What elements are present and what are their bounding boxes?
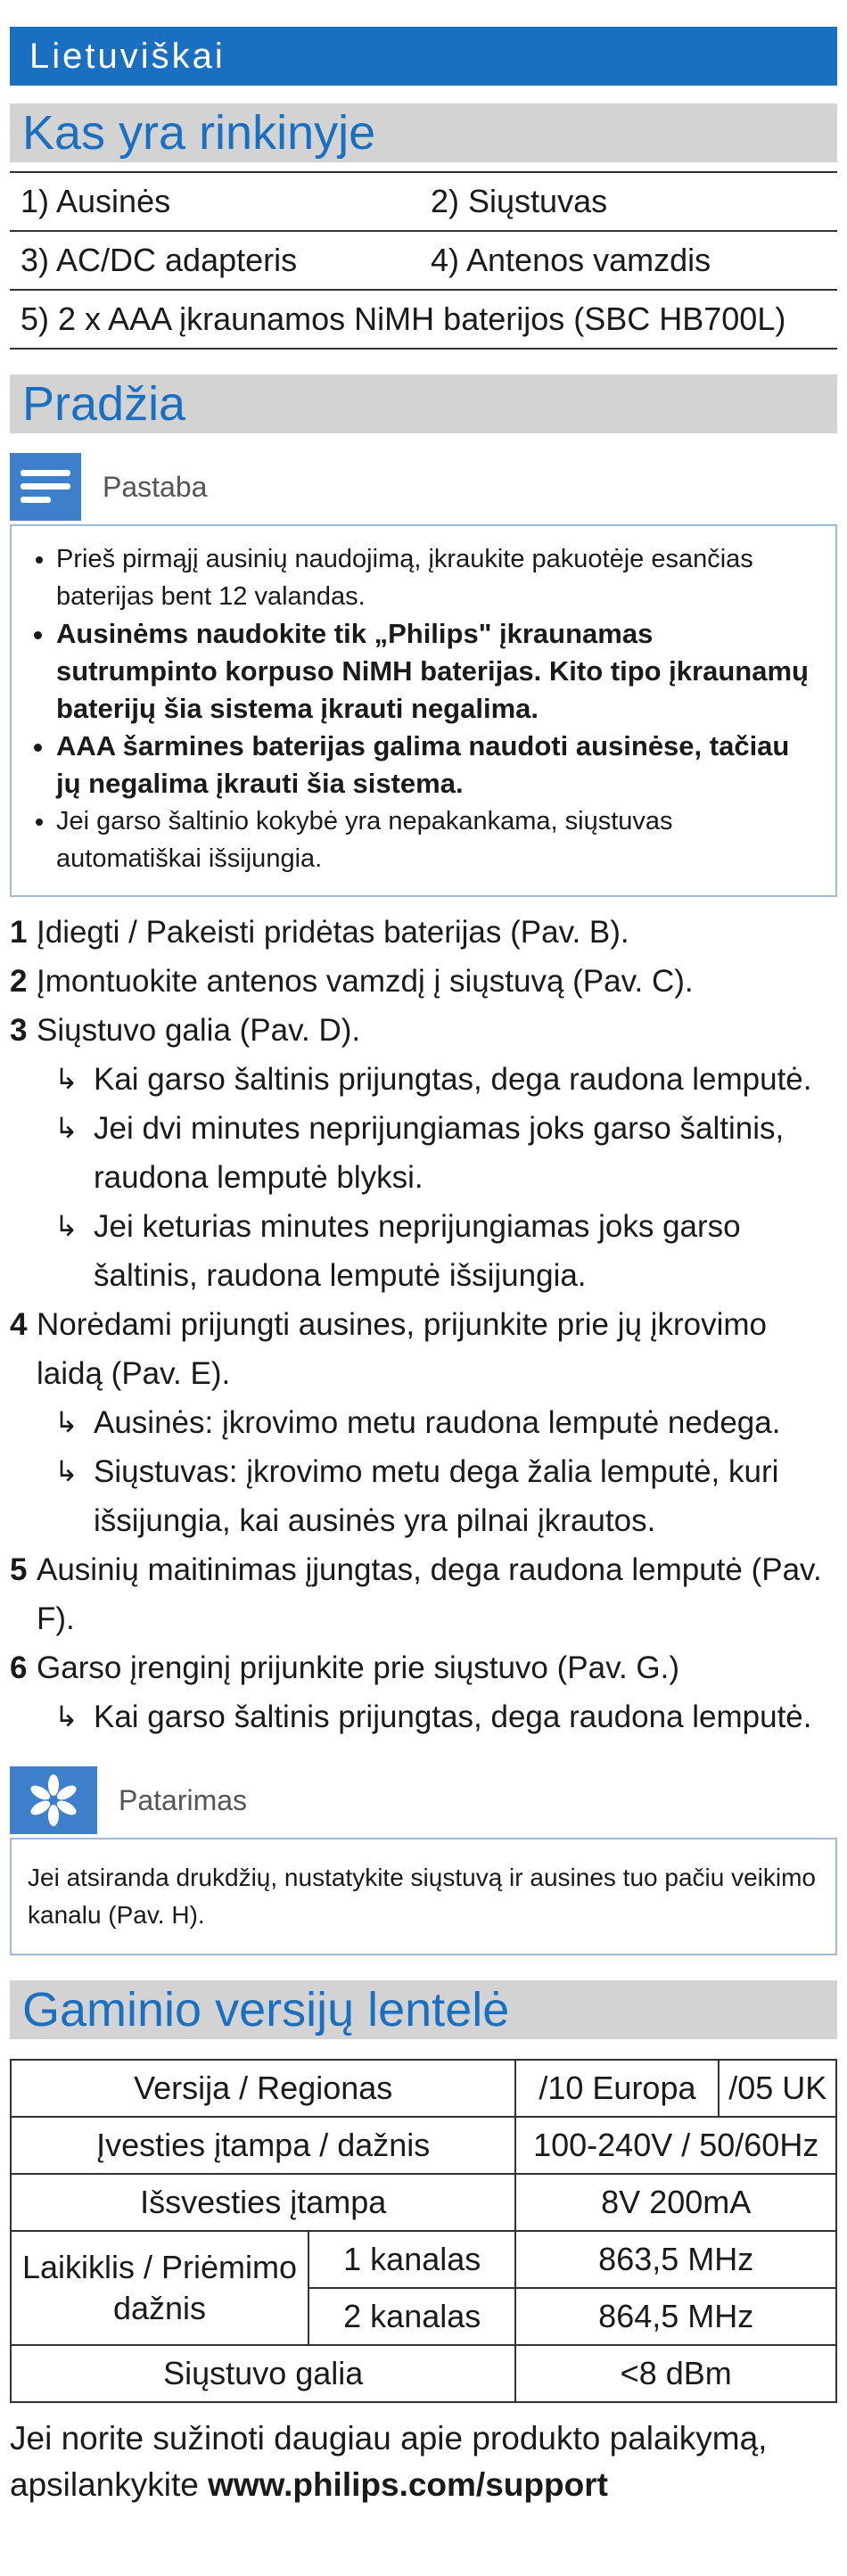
step-result-text: Siųstuvas: įkrovimo metu dega žalia lemputė, kuri išsijungia, kai ausinės yra pilnai įkrautos. <box>94 1454 779 1538</box>
step-result-text: Ausinės: įkrovimo metu raudona lemputė nedega. <box>94 1405 781 1440</box>
step-result <box>10 1202 837 1300</box>
step <box>10 1300 837 1398</box>
box-item: 4) Antenos vamzdis <box>420 231 837 290</box>
step-result <box>10 1398 837 1447</box>
note-icon <box>10 453 81 521</box>
step-result <box>10 1447 837 1545</box>
step-result-text: Jei keturias minutes neprijungiamas joks garso šaltinis, raudona lemputė išsijungia. <box>94 1209 741 1293</box>
power-label: Siųstuvo galia <box>11 2345 515 2402</box>
version-eu: /10 Europa <box>515 2060 719 2117</box>
step-number: 6 <box>10 1650 28 1685</box>
step <box>10 1006 837 1055</box>
arrow-icon: ↳ <box>54 1210 78 1242</box>
tip-icon <box>10 1766 97 1834</box>
step <box>10 908 837 957</box>
section-title-getting-started: Pradžia <box>10 374 837 433</box>
steps-list <box>10 908 837 1741</box>
box-item: 2) Siųstuvas <box>420 172 837 231</box>
step <box>10 1643 837 1692</box>
arrow-icon: ↳ <box>54 1455 78 1487</box>
step-number: 3 <box>10 1013 28 1048</box>
step-result <box>10 1104 837 1202</box>
step-text: Norėdami prijungti ausines, prijunkite prie jų įkrovimo laidą (Pav. E). <box>37 1307 767 1391</box>
arrow-icon: ↳ <box>54 1063 78 1095</box>
step <box>10 957 837 1006</box>
step-number: 2 <box>10 964 28 999</box>
step-result-text: Jei dvi minutes neprijungiamas joks garso šaltinis, raudona lemputė blyksi. <box>94 1111 785 1195</box>
footer <box>10 2416 837 2508</box>
note-item: • Prieš pirmąjį ausinių naudojimą, įkraukite pakuotėje esančias baterijas bent 12 valandas. <box>56 540 816 615</box>
note-item: • Jei garso šaltinio kokybė yra nepakankama, siųstuvas automatiškai išsijungia. <box>56 802 816 877</box>
channel-2-label: 2 kanalas <box>308 2288 515 2345</box>
channel-1-value: 863,5 MHz <box>515 2231 836 2288</box>
support-link[interactable]: www.philips.com/support <box>208 2466 608 2503</box>
step-text: Garso įrenginį prijunkite prie siųstuvo (Pav. G.) <box>37 1650 680 1685</box>
box-contents-table <box>10 171 837 350</box>
versions-table <box>10 2059 837 2403</box>
input-value: 100-240V / 50/60Hz <box>515 2117 836 2174</box>
note-header <box>10 453 837 521</box>
step-number: 5 <box>10 1552 28 1587</box>
tip-box: Jei atsiranda drukdžių, nustatykite siųstuvą ir ausines tuo pačiu veikimo kanalu (Pav. H). <box>10 1838 837 1955</box>
box-item: 5) 2 x AAA įkraunamos NiMH baterijos (SBC HB700L) <box>10 290 837 349</box>
footer-text: Jei norite sužinoti daugiau apie produkto palaikymą, apsilankykite <box>10 2420 768 2503</box>
arrow-icon: ↳ <box>54 1406 78 1438</box>
step-number: 1 <box>10 915 28 950</box>
section-title-box-contents: Kas yra rinkinyje <box>10 103 837 162</box>
note-box <box>10 524 837 897</box>
tip-header <box>10 1766 837 1834</box>
channel-1-label: 1 kanalas <box>308 2231 515 2288</box>
box-item: 1) Ausinės <box>10 172 420 231</box>
step-result <box>10 1692 837 1741</box>
step-result-text: Kai garso šaltinis prijungtas, dega raudona lemputė. <box>94 1062 812 1097</box>
step-result-text: Kai garso šaltinis prijungtas, dega raudona lemputė. <box>94 1700 812 1734</box>
output-label: Išsvesties įtampa <box>11 2174 515 2231</box>
input-label: Įvesties įtampa / dažnis <box>11 2117 515 2174</box>
step-text: Ausinių maitinimas įjungtas, dega raudona lemputė (Pav. F). <box>37 1552 822 1636</box>
box-item: 3) AC/DC adapteris <box>10 231 420 290</box>
arrow-icon: ↳ <box>54 1700 78 1732</box>
note-item: • AAA šarmines baterijas galima naudoti ausinėse, tačiau jų negalima įkrauti šia sistema. <box>56 728 816 802</box>
version-uk: /05 UK <box>719 2060 836 2117</box>
manual-page <box>10 0 837 2508</box>
channel-2-value: 864,5 MHz <box>515 2288 836 2345</box>
version-label: Versija / Regionas <box>11 2060 515 2117</box>
step-text: Įmontuokite antenos vamzdį į siųstuvą (Pav. C). <box>37 964 694 999</box>
output-value: 8V 200mA <box>515 2174 836 2231</box>
step-result <box>10 1055 837 1104</box>
language-header: Lietuviškai <box>10 27 837 86</box>
tip-label: Patarimas <box>119 1783 248 1816</box>
carrier-label: Laikiklis / Priėmimo dažnis <box>11 2231 308 2345</box>
step-text: Siųstuvo galia (Pav. D). <box>37 1013 361 1048</box>
step <box>10 1545 837 1643</box>
section-title-versions: Gaminio versijų lentelė <box>10 1980 837 2039</box>
note-item: • Ausinėms naudokite tik „Philips" įkraunamas sutrumpinto korpuso NiMH baterijas. Kito tipo įkraunamų baterijų šia sistema įkrauti negalima. <box>56 615 816 728</box>
step-text: Įdiegti / Pakeisti pridėtas baterijas (Pav. B). <box>37 915 629 950</box>
step-number: 4 <box>10 1307 28 1342</box>
power-value: <8 dBm <box>515 2345 836 2402</box>
note-label: Pastaba <box>103 470 208 503</box>
arrow-icon: ↳ <box>54 1112 78 1144</box>
